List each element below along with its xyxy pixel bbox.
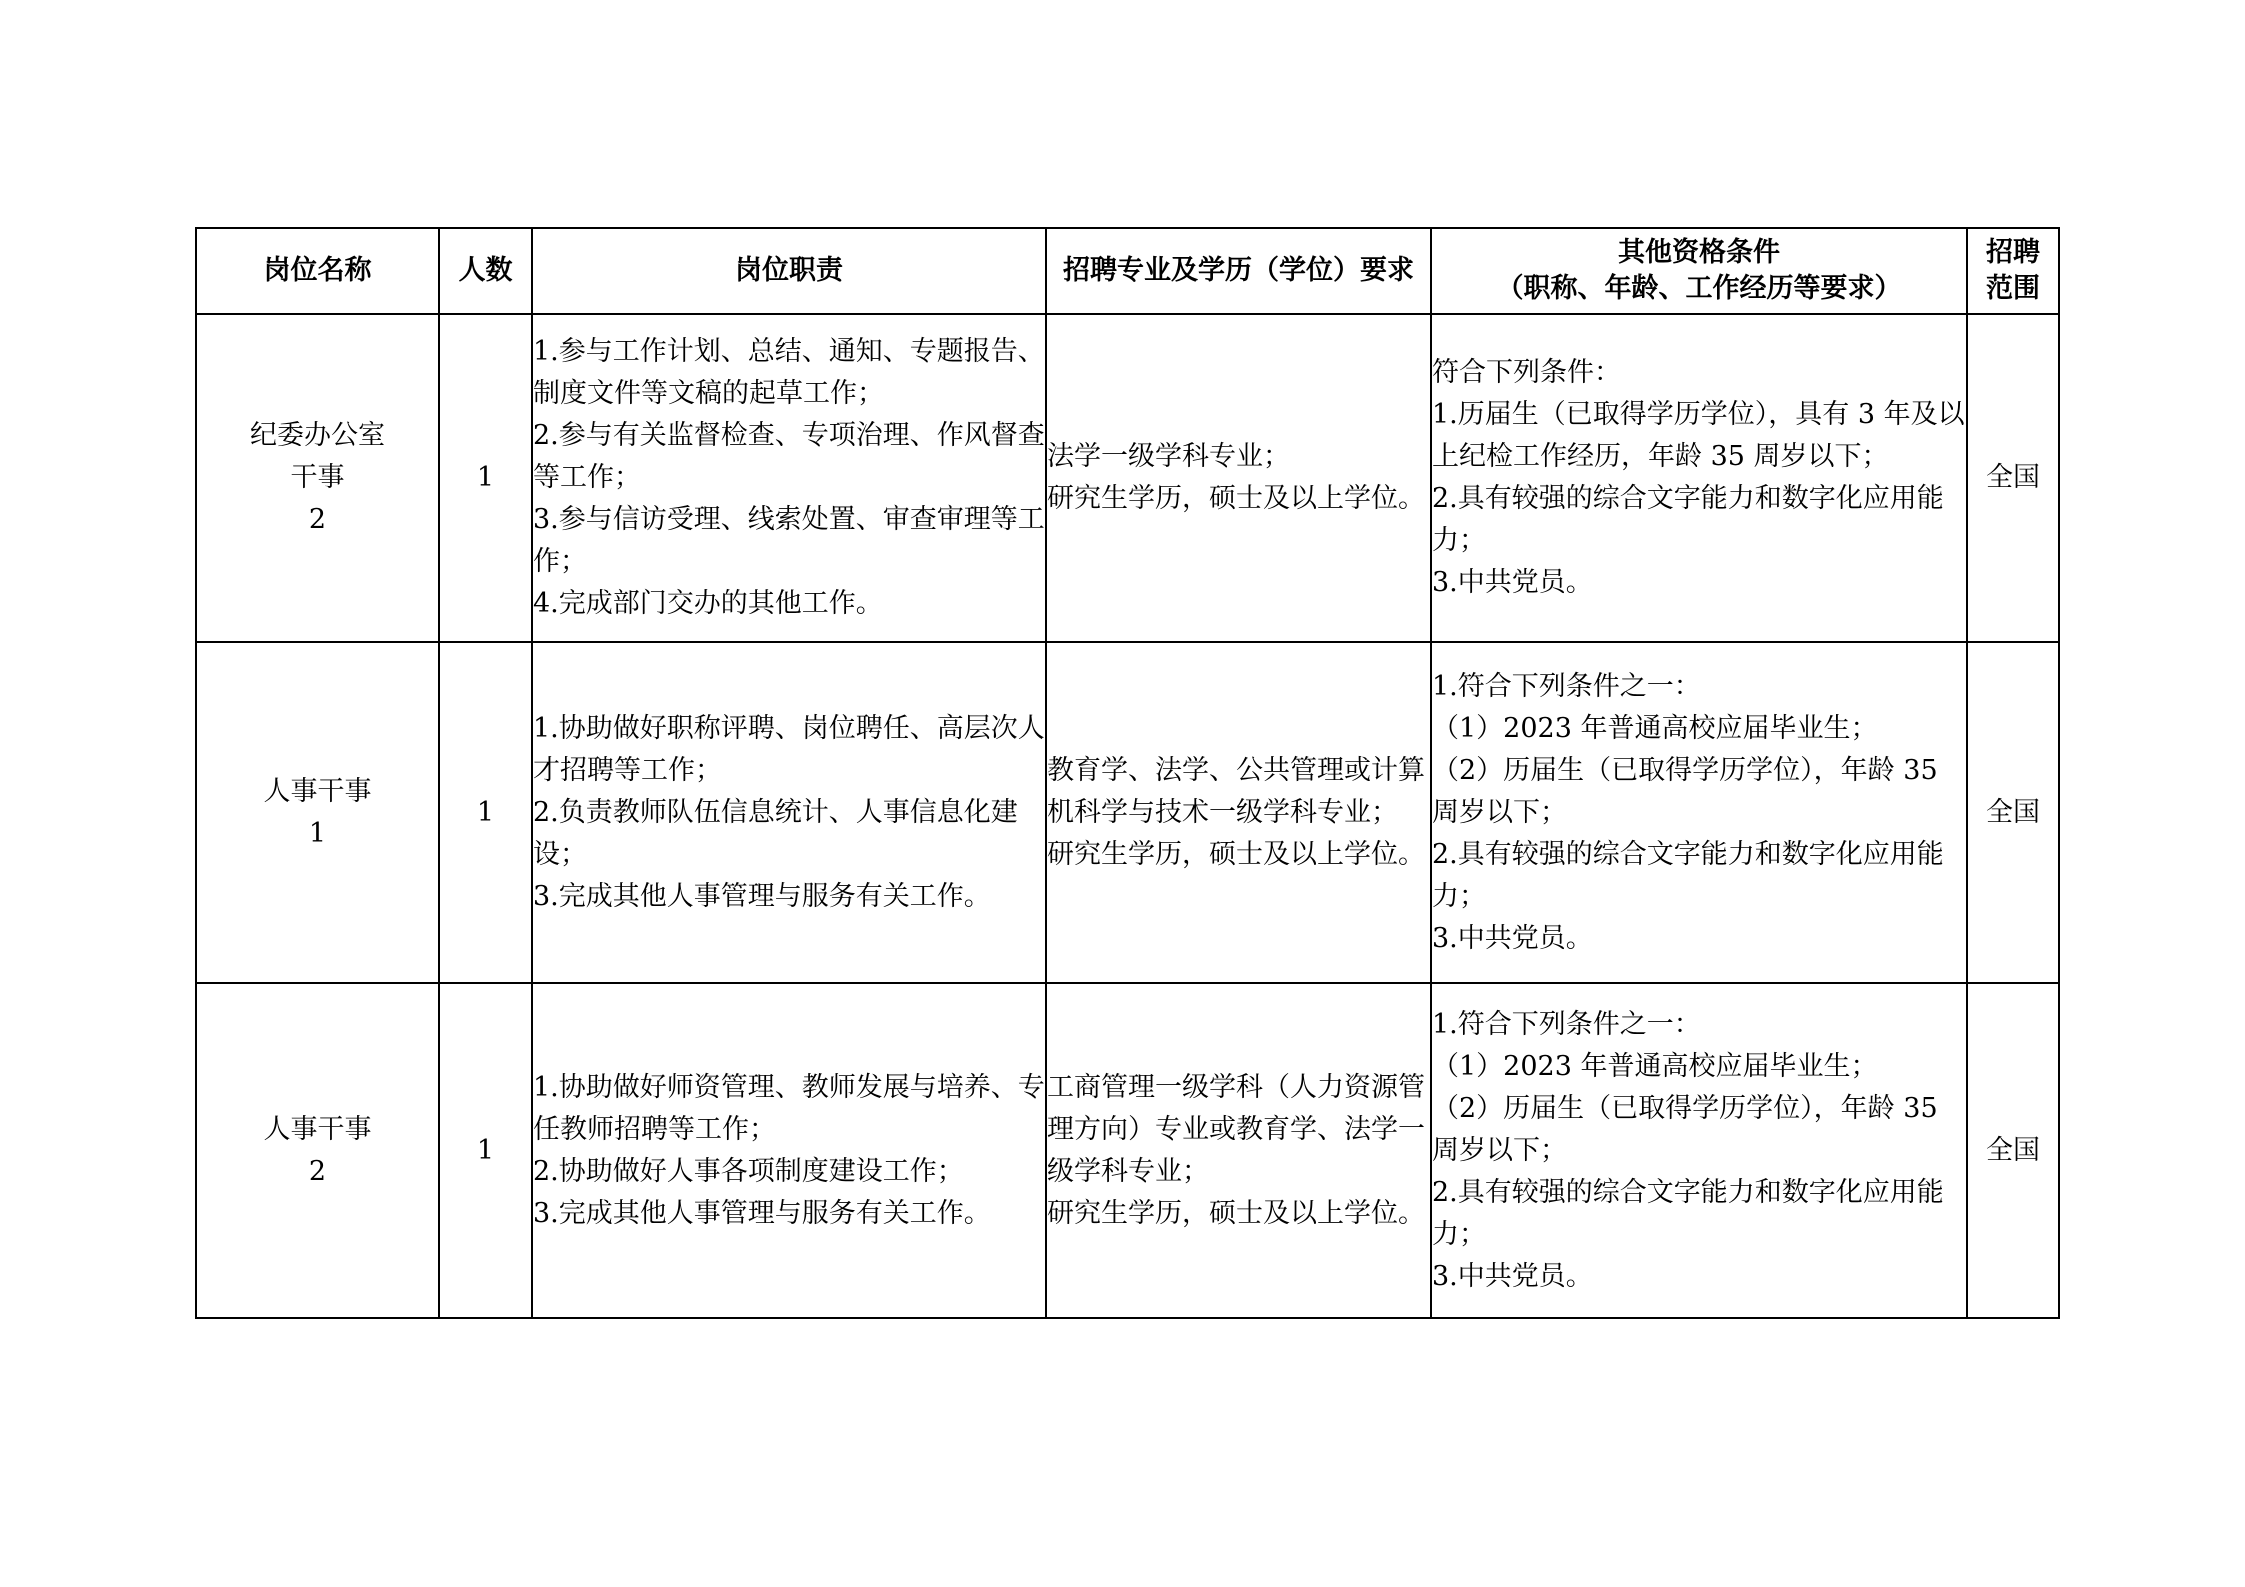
qualification-item: 2.具有较强的综合文字能力和数字化应用能力； (1432, 838, 1944, 912)
cell-position-name (196, 983, 439, 1318)
duty-item: 4.完成部门交办的其他工作。 (533, 588, 883, 619)
cell-scope: 全国 (1967, 642, 2059, 983)
qualification-item: （1）2023 年普通高校应届毕业生； (1432, 712, 1878, 744)
table-row (196, 642, 2059, 983)
qualification-item: 3.中共党员。 (1432, 922, 1593, 954)
header-scope-line1: 招聘 (1986, 237, 2040, 268)
cell-count: 1 (439, 983, 532, 1318)
header-count: 人数 (439, 228, 532, 314)
duty-item: 2.负责教师队伍信息统计、人事信息化建设； (533, 796, 1018, 870)
header-position-name: 岗位名称 (196, 228, 439, 314)
duty-item: 1.协助做好职称评聘、岗位聘任、高层次人才招聘等工作； (533, 712, 1045, 786)
cell-other-qualifications (1431, 642, 1967, 983)
duty-item: 1.参与工作计划、总结、通知、专题报告、制度文件等文稿的起草工作； (533, 336, 1045, 409)
major-item: 研究生学历，硕士及以上学位。 (1047, 1197, 1425, 1229)
qualification-item: 3.中共党员。 (1432, 567, 1593, 598)
cell-major (1046, 314, 1431, 642)
major-item: 法学一级学科专业； (1047, 441, 1290, 472)
major-item: 研究生学历，硕士及以上学位。 (1047, 838, 1425, 870)
qualification-item: 2.具有较强的综合文字能力和数字化应用能力； (1432, 1176, 1944, 1250)
cell-duties (532, 642, 1046, 983)
cell-count: 1 (439, 642, 532, 983)
major-item: 教育学、法学、公共管理或计算机科学与技术一级学科专业； (1047, 754, 1425, 828)
cell-scope: 全国 (1967, 983, 2059, 1318)
cell-other-qualifications (1431, 983, 1967, 1318)
duty-item: 3.完成其他人事管理与服务有关工作。 (533, 880, 991, 912)
name-line: 1 (308, 817, 327, 849)
name-line: 人事干事 (263, 775, 372, 807)
duty-item: 2.协助做好人事各项制度建设工作； (533, 1155, 964, 1187)
duty-item: 1.协助做好师资管理、教师发展与培养、专任教师招聘等工作； (533, 1071, 1045, 1145)
header-other-line2: （职称、年龄、工作经历等要求） (1496, 273, 1902, 304)
cell-duties (532, 314, 1046, 642)
name-line: 2 (308, 1155, 327, 1187)
cell-count: 1 (439, 314, 532, 642)
header-other-line1: 其他资格条件 (1618, 237, 1780, 268)
header-scope-line2: 范围 (1986, 273, 2040, 304)
qualification-item: 3.中共党员。 (1432, 1260, 1593, 1292)
cell-major (1046, 642, 1431, 983)
header-duties: 岗位职责 (532, 228, 1046, 314)
header-recruit-scope (1967, 228, 2059, 314)
duty-item: 3.完成其他人事管理与服务有关工作。 (533, 1197, 991, 1229)
major-item: 研究生学历，硕士及以上学位。 (1047, 483, 1425, 514)
duty-item: 2.参与有关监督检查、专项治理、作风督查等工作； (533, 420, 1045, 493)
cell-position-name (196, 642, 439, 983)
name-line: 纪委办公室 (250, 420, 385, 451)
major-item: 工商管理一级学科（人力资源管理方向）专业或教育学、法学一级学科专业； (1047, 1071, 1425, 1187)
duty-item: 3.参与信访受理、线索处置、审查审理等工作； (533, 504, 1045, 577)
header-major-requirements: 招聘专业及学历（学位）要求 (1046, 228, 1431, 314)
qualification-item: 2.具有较强的综合文字能力和数字化应用能力； (1432, 483, 1944, 556)
cell-position-name (196, 314, 439, 642)
name-line: 2 (308, 504, 327, 535)
qualification-item: （2）历届生（已取得学历学位），年龄 35 周岁以下； (1432, 1092, 1938, 1166)
cell-scope: 全国 (1967, 314, 2059, 642)
cell-major (1046, 983, 1431, 1318)
qualification-item: 1.符合下列条件之一： (1432, 670, 1701, 702)
recruitment-table (195, 227, 2060, 1319)
header-other-qualifications (1431, 228, 1967, 314)
name-line: 人事干事 (263, 1113, 372, 1145)
table-row (196, 983, 2059, 1318)
qualification-item: 1.符合下列条件之一： (1432, 1008, 1701, 1040)
qualification-item: （1）2023 年普通高校应届毕业生； (1432, 1050, 1878, 1082)
table-header-row (196, 228, 2059, 314)
cell-other-qualifications (1431, 314, 1967, 642)
qualification-item: 1.历届生（已取得学历学位），具有 3 年及以上纪检工作经历，年龄 35 周岁以下； (1432, 399, 1965, 472)
table-row (196, 314, 2059, 642)
name-line: 干事 (290, 462, 345, 493)
cell-duties (532, 983, 1046, 1318)
qualification-item: （2）历届生（已取得学历学位），年龄 35 周岁以下； (1432, 754, 1938, 828)
qualification-item: 符合下列条件： (1432, 357, 1621, 388)
